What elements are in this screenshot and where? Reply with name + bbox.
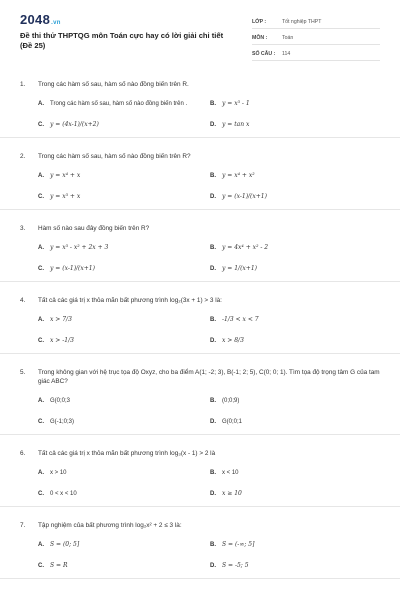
exam-title: Đề thi thử THPTQG môn Toán cực hay có lời giải chi tiết (Đề 25) <box>20 31 224 50</box>
option-text: y = x³ - 1 <box>222 99 250 107</box>
option-letter: C. <box>38 265 44 272</box>
meta-row <box>252 47 380 61</box>
question-list <box>0 66 400 579</box>
answer-option[interactable] <box>38 120 210 129</box>
option-letter: A. <box>38 244 44 251</box>
question-stem <box>20 449 380 458</box>
meta-label: SỐ CÂU : <box>252 50 276 57</box>
option-letter: B. <box>210 541 216 548</box>
page-header <box>0 0 400 66</box>
option-letter: A. <box>38 100 44 107</box>
meta-label: LỚP : <box>252 18 267 25</box>
option-letter: D. <box>210 193 216 200</box>
exam-meta <box>252 15 380 63</box>
answer-option[interactable] <box>210 99 382 108</box>
meta-row <box>252 15 380 29</box>
option-text: y = 1/(x+1) <box>222 264 257 272</box>
option-text: y = x⁴ + x² <box>222 171 255 179</box>
question-text: Tất cả các giá trị x thỏa mãn bất phương trình log₂(3x + 1) > 3 là: <box>38 297 222 304</box>
meta-value: Toán <box>282 34 294 41</box>
question-number: 2. <box>20 153 26 160</box>
answer-options <box>38 540 380 570</box>
option-text: x ≥ 10 <box>222 489 242 497</box>
option-letter: C. <box>38 193 44 200</box>
option-letter: B. <box>210 469 216 476</box>
option-text: y = x³ + x <box>50 192 81 200</box>
answer-option[interactable] <box>38 489 210 498</box>
answer-options <box>38 171 380 201</box>
answer-option[interactable] <box>38 468 210 477</box>
option-text: S = -5; 5 <box>222 561 249 569</box>
option-letter: A. <box>38 469 44 476</box>
answer-option[interactable] <box>38 561 210 570</box>
answer-option[interactable] <box>210 417 382 426</box>
question-text: Trong các hàm số sau, hàm số nào đồng biến trên R? <box>38 153 191 160</box>
option-text: G(0;0;3 <box>50 397 71 404</box>
question-stem <box>20 224 380 233</box>
site-logo[interactable] <box>20 12 61 27</box>
option-text: x > 7/3 <box>50 315 72 323</box>
option-text: x > 10 <box>50 469 67 476</box>
answer-option[interactable] <box>210 489 382 498</box>
option-text: G(-1;0;3) <box>50 418 75 425</box>
answer-options <box>38 396 380 426</box>
option-text: (0;0;9) <box>222 397 240 404</box>
option-letter: D. <box>210 265 216 272</box>
answer-option[interactable] <box>210 243 382 252</box>
option-letter: B. <box>210 100 216 107</box>
question-number: 4. <box>20 297 26 304</box>
option-letter: A. <box>38 541 44 548</box>
question-stem <box>20 521 380 530</box>
answer-option[interactable] <box>210 192 382 201</box>
answer-option[interactable] <box>38 99 210 108</box>
question-text: Hàm số nào sau đây đồng biến trên R? <box>38 225 150 232</box>
option-text: S = (0; 5] <box>50 540 80 548</box>
answer-option[interactable] <box>210 171 382 180</box>
meta-value: 114 <box>282 50 291 57</box>
question-number: 7. <box>20 522 26 529</box>
option-letter: D. <box>210 418 216 425</box>
option-text: y = 4x⁴ + x² - 2 <box>222 243 269 251</box>
question-text: Trong các hàm số sau, hàm số nào đồng biến trên R. <box>38 81 189 88</box>
option-letter: B. <box>210 397 216 404</box>
option-text: x > -1/3 <box>50 336 74 344</box>
answer-options <box>38 315 380 345</box>
question-stem <box>20 80 380 89</box>
option-letter: D. <box>210 121 216 128</box>
meta-row <box>252 31 380 45</box>
answer-option[interactable] <box>210 396 382 405</box>
logo-text: 2048 <box>20 12 51 27</box>
option-text: S = (-∞; 5] <box>222 540 255 548</box>
option-letter: C. <box>38 490 44 497</box>
answer-option[interactable] <box>38 171 210 180</box>
question-item <box>0 507 400 579</box>
option-text: y = x⁴ + x <box>50 171 81 179</box>
answer-option[interactable] <box>38 417 210 426</box>
question-text: Tất cả các giá trị x thỏa mãn bất phương trình log₃(x - 1) > 2 là <box>38 450 216 457</box>
question-text: Trong không gian với hệ trục tọa độ Oxyz, cho ba điểm A(1; -2; 3), B(-1; 2; 5), C(0; 0; 1). Tìm tọa độ trọng tâm G của tam giác ABC? <box>38 369 380 385</box>
question-item <box>0 435 400 507</box>
question-stem <box>20 368 380 386</box>
option-letter: D. <box>210 337 216 344</box>
meta-value: Tốt nghiệp THPT <box>282 18 322 25</box>
question-number: 1. <box>20 81 26 88</box>
question-item <box>0 282 400 354</box>
question-number: 3. <box>20 225 26 232</box>
option-letter: B. <box>210 316 216 323</box>
answer-option[interactable] <box>210 264 382 273</box>
option-letter: C. <box>38 418 44 425</box>
answer-option[interactable] <box>38 396 210 405</box>
answer-options <box>38 243 380 273</box>
question-number: 6. <box>20 450 26 457</box>
question-text: Tập nghiệm của bất phương trình log₂x² + 2 ≤ 3 là: <box>38 522 182 529</box>
answer-option[interactable] <box>210 315 382 324</box>
option-letter: C. <box>38 121 44 128</box>
meta-label: MÔN : <box>252 34 268 41</box>
question-stem <box>20 296 380 305</box>
option-letter: D. <box>210 490 216 497</box>
question-stem <box>20 152 380 161</box>
option-text: 0 < x < 10 <box>50 490 77 497</box>
question-item <box>0 354 400 435</box>
option-text: y = (4x-1)/(x+2) <box>50 120 99 128</box>
option-letter: C. <box>38 562 44 569</box>
answer-option[interactable] <box>210 561 382 570</box>
logo-suffix: .vn <box>51 20 61 26</box>
option-text: G(0;0;1 <box>222 418 243 425</box>
option-letter: A. <box>38 172 44 179</box>
answer-option[interactable] <box>38 192 210 201</box>
answer-options <box>38 468 380 498</box>
question-item <box>0 66 400 138</box>
option-text: -1/3 < x < 7 <box>222 315 259 323</box>
option-text: x < 10 <box>222 469 239 476</box>
answer-options <box>38 99 380 129</box>
option-letter: A. <box>38 397 44 404</box>
option-letter: A. <box>38 316 44 323</box>
option-letter: B. <box>210 172 216 179</box>
option-letter: B. <box>210 244 216 251</box>
option-text: x > 8/3 <box>222 336 244 344</box>
answer-option[interactable] <box>210 468 382 477</box>
answer-option[interactable] <box>38 264 210 273</box>
option-text: y = x³ - x² + 2x + 3 <box>50 243 109 251</box>
question-item <box>0 210 400 282</box>
answer-option[interactable] <box>210 540 382 549</box>
answer-option[interactable] <box>210 336 382 345</box>
question-item <box>0 138 400 210</box>
option-letter: C. <box>38 337 44 344</box>
option-text: y = (x-1)/(x+1) <box>50 264 95 272</box>
answer-option[interactable] <box>38 540 210 549</box>
option-letter: D. <box>210 562 216 569</box>
option-text: y = tan x <box>222 120 250 128</box>
answer-option[interactable] <box>38 243 210 252</box>
answer-option[interactable] <box>38 315 210 324</box>
option-text: S = R <box>50 561 68 569</box>
option-text: y = (x-1)/(x+1) <box>222 192 267 200</box>
answer-option[interactable] <box>38 336 210 345</box>
question-number: 5. <box>20 369 26 376</box>
option-text: Trong các hàm số sau, hàm số nào đồng biến trên . <box>50 100 188 107</box>
answer-option[interactable] <box>210 120 382 129</box>
